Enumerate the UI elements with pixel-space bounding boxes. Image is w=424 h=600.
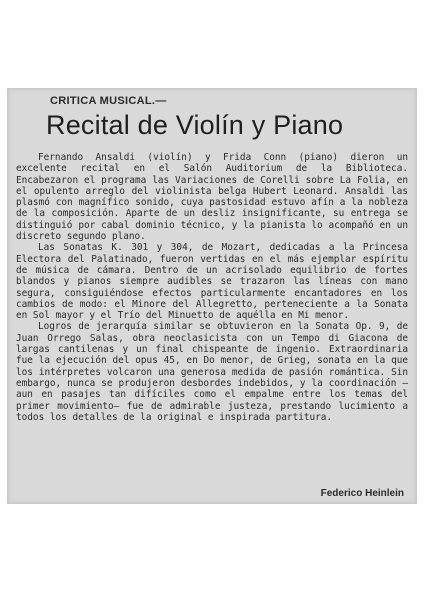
section-kicker: CRITICA MUSICAL.— [50, 95, 167, 107]
author-byline: Federico Heinlein [320, 488, 404, 499]
paragraph-3: Logros de jerarquía similar se obtuvieron en la Sonata Op. 9, de Juan Orrego Salas, obra neoclasicista con un Tempo di Giacona de largas cantilenas y un final chispeante de ingenio. Extraordinaria fue la ejecución del opus 45, en Do menor, de Grieg, sonata en la que los intérpretes volcaron una generosa medida de pasión romántica. Sin embargo, nunca se produjeron desbordes indebidos, y la coordinación —aun en pasajes tan difíciles como el empalme entre los temas del primer movimiento— fue de admirable justeza, prestando lucimiento a todos los detalles de la original e inspirada partitura. [16, 321, 408, 423]
paragraph-1: Fernando Ansaldi (violín) y Frida Conn (piano) dieron un excelente recital en el Salón Auditorium de la Biblioteca. Encabezaron el programa las Variaciones de Corelli sobre La Folia, en el opulento arreglo del violinista belga Hubert Leonard. Ansaldi las plasmó con magnífico sonido, cuya pastosidad estuvo afín a la nobleza de la composición. Aparte de un desliz insignificante, su entrega se distinguió por cabal dominio técnico, y la pianista lo acompañó en un discreto segundo plano. [16, 152, 408, 243]
headline: Recital de Violín y Piano [46, 110, 344, 140]
article-body [16, 152, 408, 423]
paragraph-2: Las Sonatas K. 301 y 304, de Mozart, dedicadas a la Princesa Electora del Palatinado, fueron vertidas en el más ejemplar espíritu de música de cámara. Dentro de un acrisolado equilibrio de fortes blandos y pianos siempre audibles se trazaron las líneas con mano segura, consiguiéndose efectos particularmente encantadores en los cambios de modo: el Minore del Allegretto, perteneciente a la Sonata en Sol mayor y el Trío del Minuetto de aquélla en Mi menor. [16, 242, 408, 322]
